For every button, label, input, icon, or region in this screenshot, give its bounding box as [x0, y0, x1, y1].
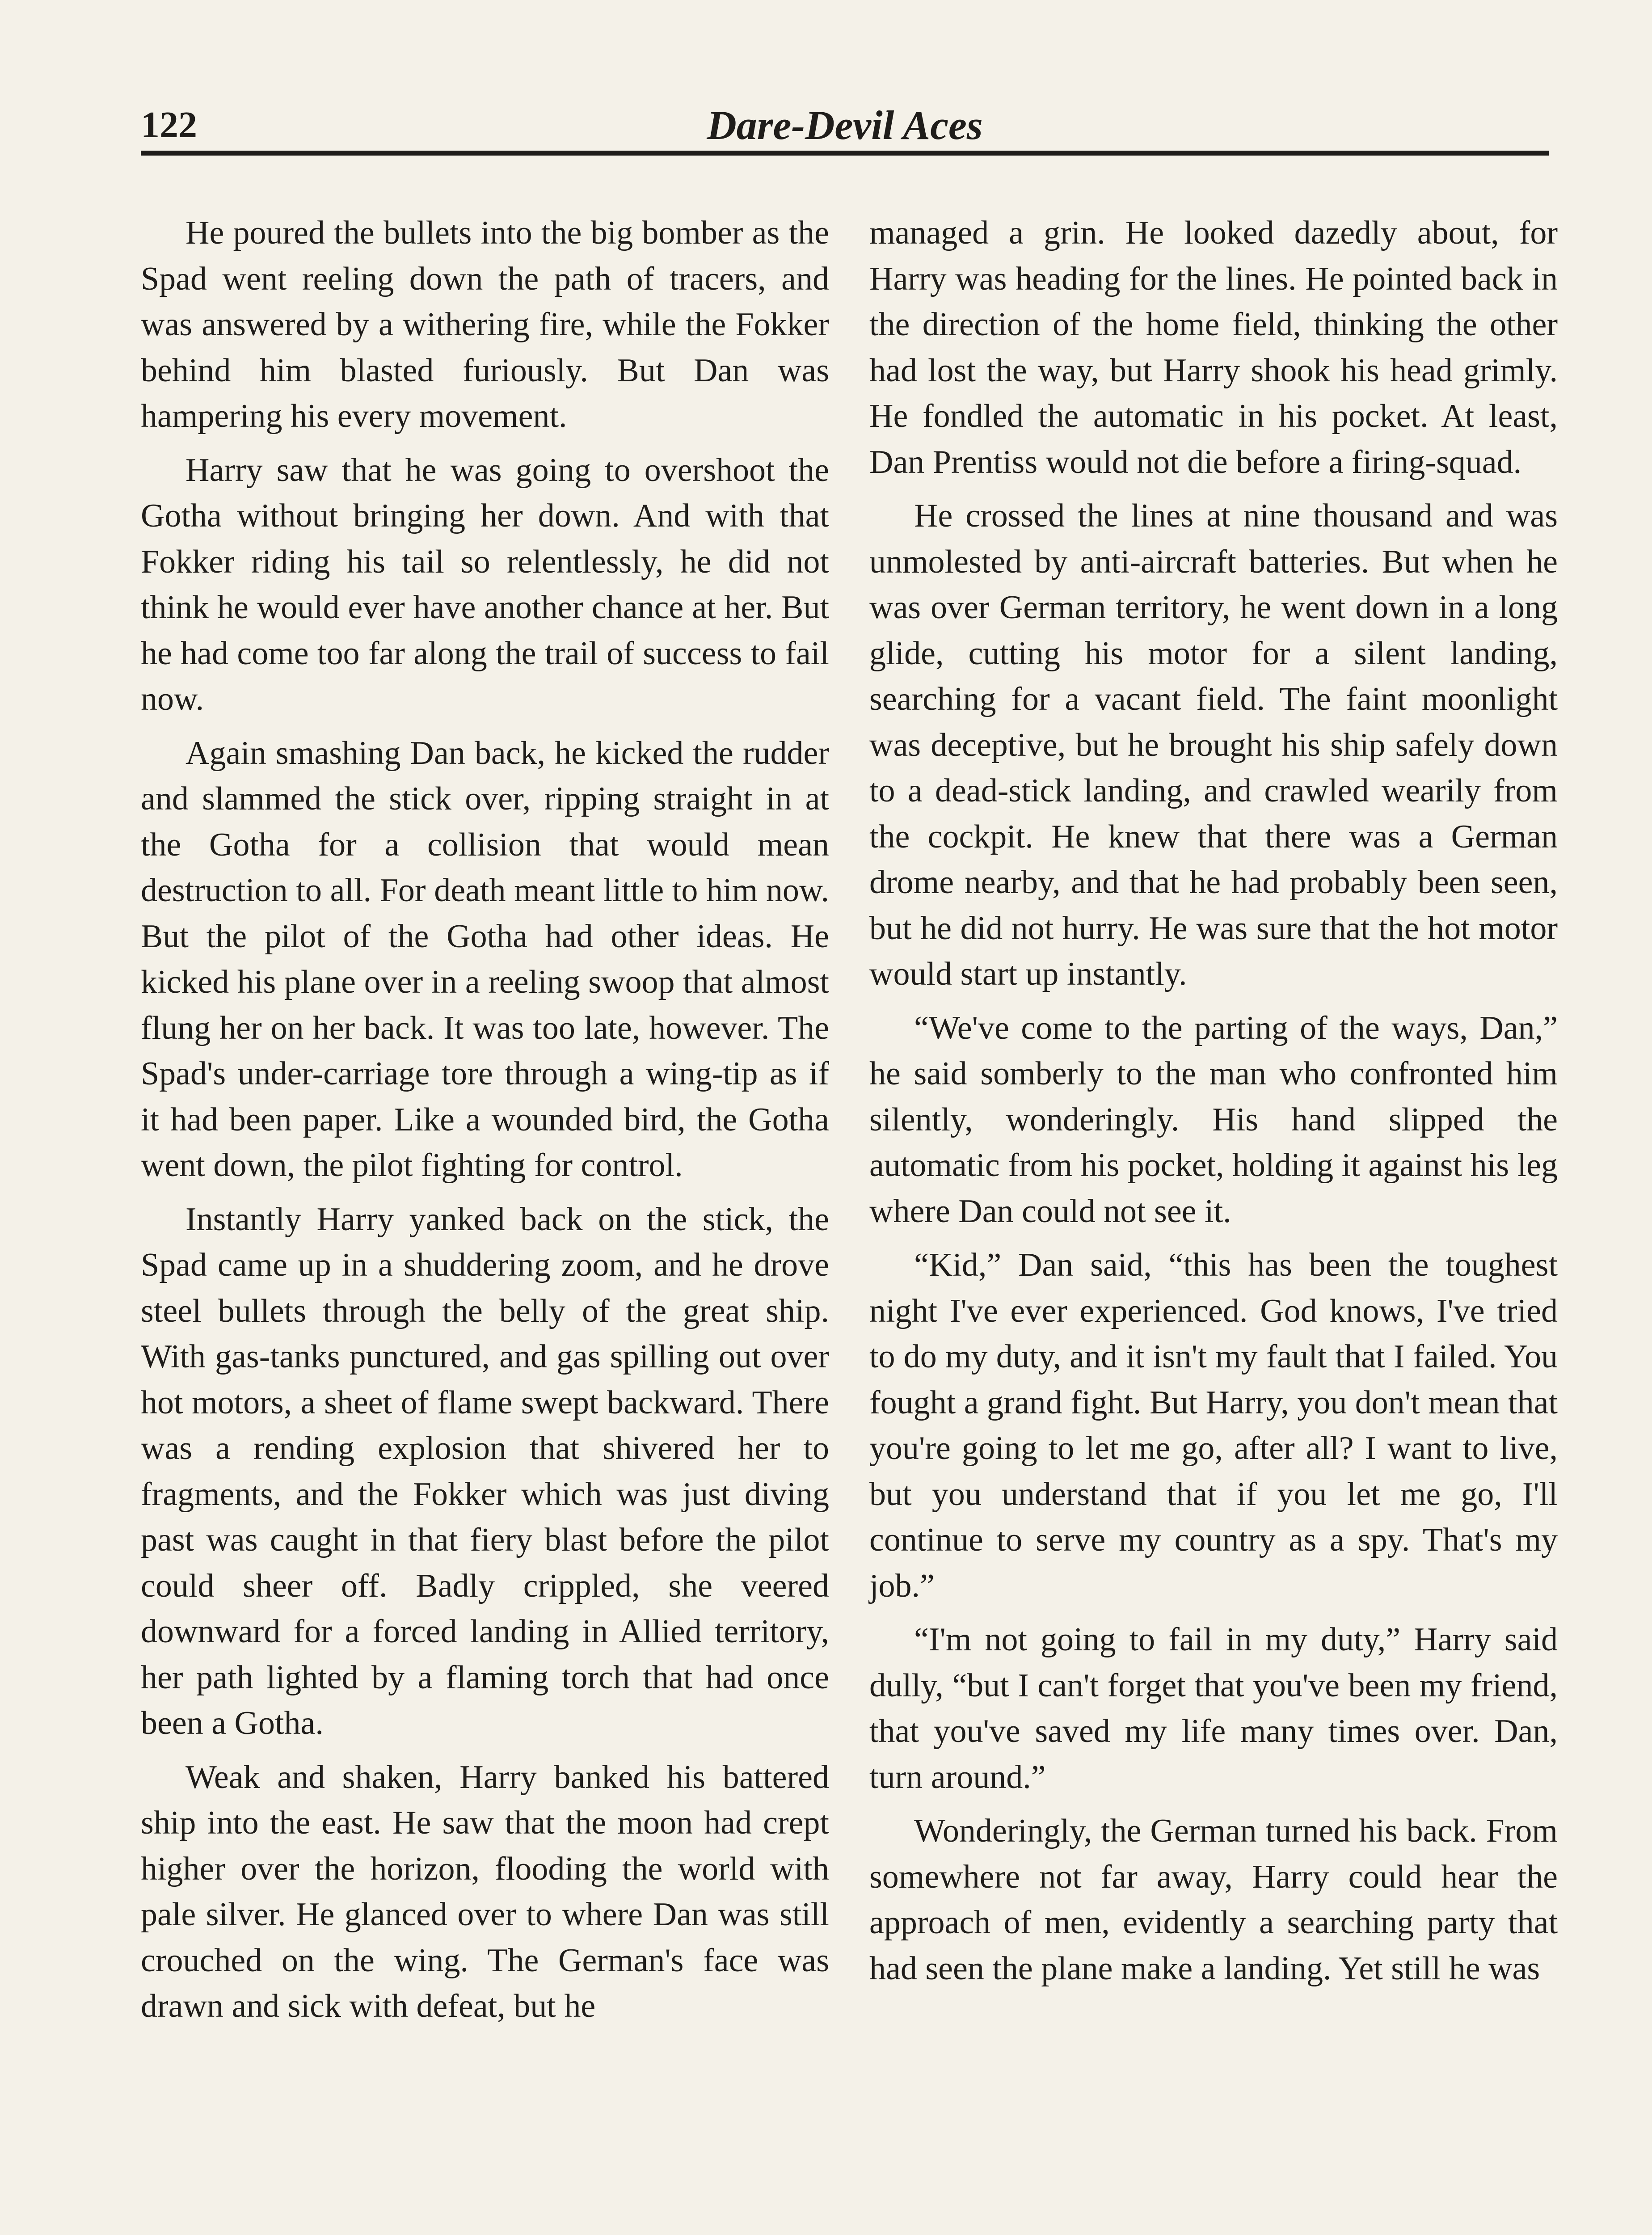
paragraph: Harry saw that he was going to overshoot the Gotha without bringing her down. And with that Fokker riding his tail so relentlessly, he did not think he would ever have another chance at her. But he had come too far along the trail of success to fail now.	[141, 451, 829, 717]
paragraph: “We've come to the parting of the ways, Dan,” he said somberly to the man who confronted him silently, wonderingly. His hand slipped the automatic from his pocket, holding it against his leg where Dan could not see it.	[869, 1009, 1558, 1230]
paragraph: He crossed the lines at nine thousand and was unmolested by anti-aircraft batteries. But when he was over German territory, he went down in a long glide, cutting his motor for a silent landing, searching for a vacant field. The faint moonlight was deceptive, but he brought his ship safely down to a dead-stick landing, and crawled wearily from the cockpit. He knew that there was a German drome nearby, and that he had probably been seen, but he did not hurry. He was sure that the hot motor would start up instantly.	[869, 498, 1558, 992]
paragraph: Weak and shaken, Harry banked his battered ship into the east. He saw that the moon had crept higher over the horizon, flooding the world with pale silver. He glanced over to where Dan was still crouched on the wing. The German's face was drawn and sick with defeat, but he	[141, 1758, 829, 2024]
page-number: 122	[141, 104, 197, 146]
paragraph: “I'm not going to fail in my duty,” Harry said dully, “but I can't forget that you've been my friend, that you've saved my life many times over. Dan, turn around.”	[869, 1621, 1558, 1796]
right-column	[869, 210, 1558, 1999]
page-header	[141, 101, 1549, 150]
header-rule	[141, 151, 1549, 156]
paragraph: He poured the bullets into the big bomber as the Spad went reeling down the path of tracers, and was answered by a withering fire, while the Fokker behind him blasted furiously. But Dan was hampering his every movement.	[141, 215, 829, 434]
paragraph: Wonderingly, the German turned his back. From somewhere not far away, Harry could hear the approach of men, evidently a searching party that had seen the plane make a landing. Yet still he was	[869, 1813, 1558, 1987]
paragraph: “Kid,” Dan said, “this has been the toughest night I've ever experienced. God knows, I've tried to do my duty, and it isn't my fault that I failed. You fought a grand fight. But Harry, you don't mean that you're going to let me go, after all? I want to live, but you understand that if you let me go, I'll continue to serve my country as a spy. That's my job.”	[869, 1247, 1558, 1604]
paragraph: Instantly Harry yanked back on the stick, the Spad came up in a shuddering zoom, and he drove steel bullets through the belly of the great ship. With gas-tanks punctured, and gas spilling out over hot motors, a sheet of flame swept backward. There was a rending explosion that shivered her to fragments, and the Fokker which was just diving past was caught in that fiery blast before the pilot could sheer off. Badly crippled, she veered downward for a forced landing in Allied territory, her path lighted by a flaming torch that had once been a Gotha.	[141, 1201, 829, 1742]
paragraph: Again smashing Dan back, he kicked the rudder and slammed the stick over, ripping straight in at the Gotha for a collision that would mean destruction to all. For death meant little to him now. But the pilot of the Gotha had other ideas. He kicked his plane over in a reeling swoop that almost flung her on her back. It was too late, however. The Spad's under-carriage tore through a wing-tip as if it had been paper. Like a wounded bird, the Gotha went down, the pilot fighting for control.	[141, 734, 829, 1184]
left-column	[141, 210, 829, 2037]
paragraph-continued: managed a grin. He looked dazedly about, for Harry was heading for the lines. He pointed back in the direction of the home field, thinking the other had lost the way, but Harry shook his head grimly. He fondled the automatic in his pocket. At least, Dan Prentiss would not die before a firing-squad.	[869, 215, 1558, 481]
magazine-title: Dare-Devil Aces	[707, 102, 983, 148]
